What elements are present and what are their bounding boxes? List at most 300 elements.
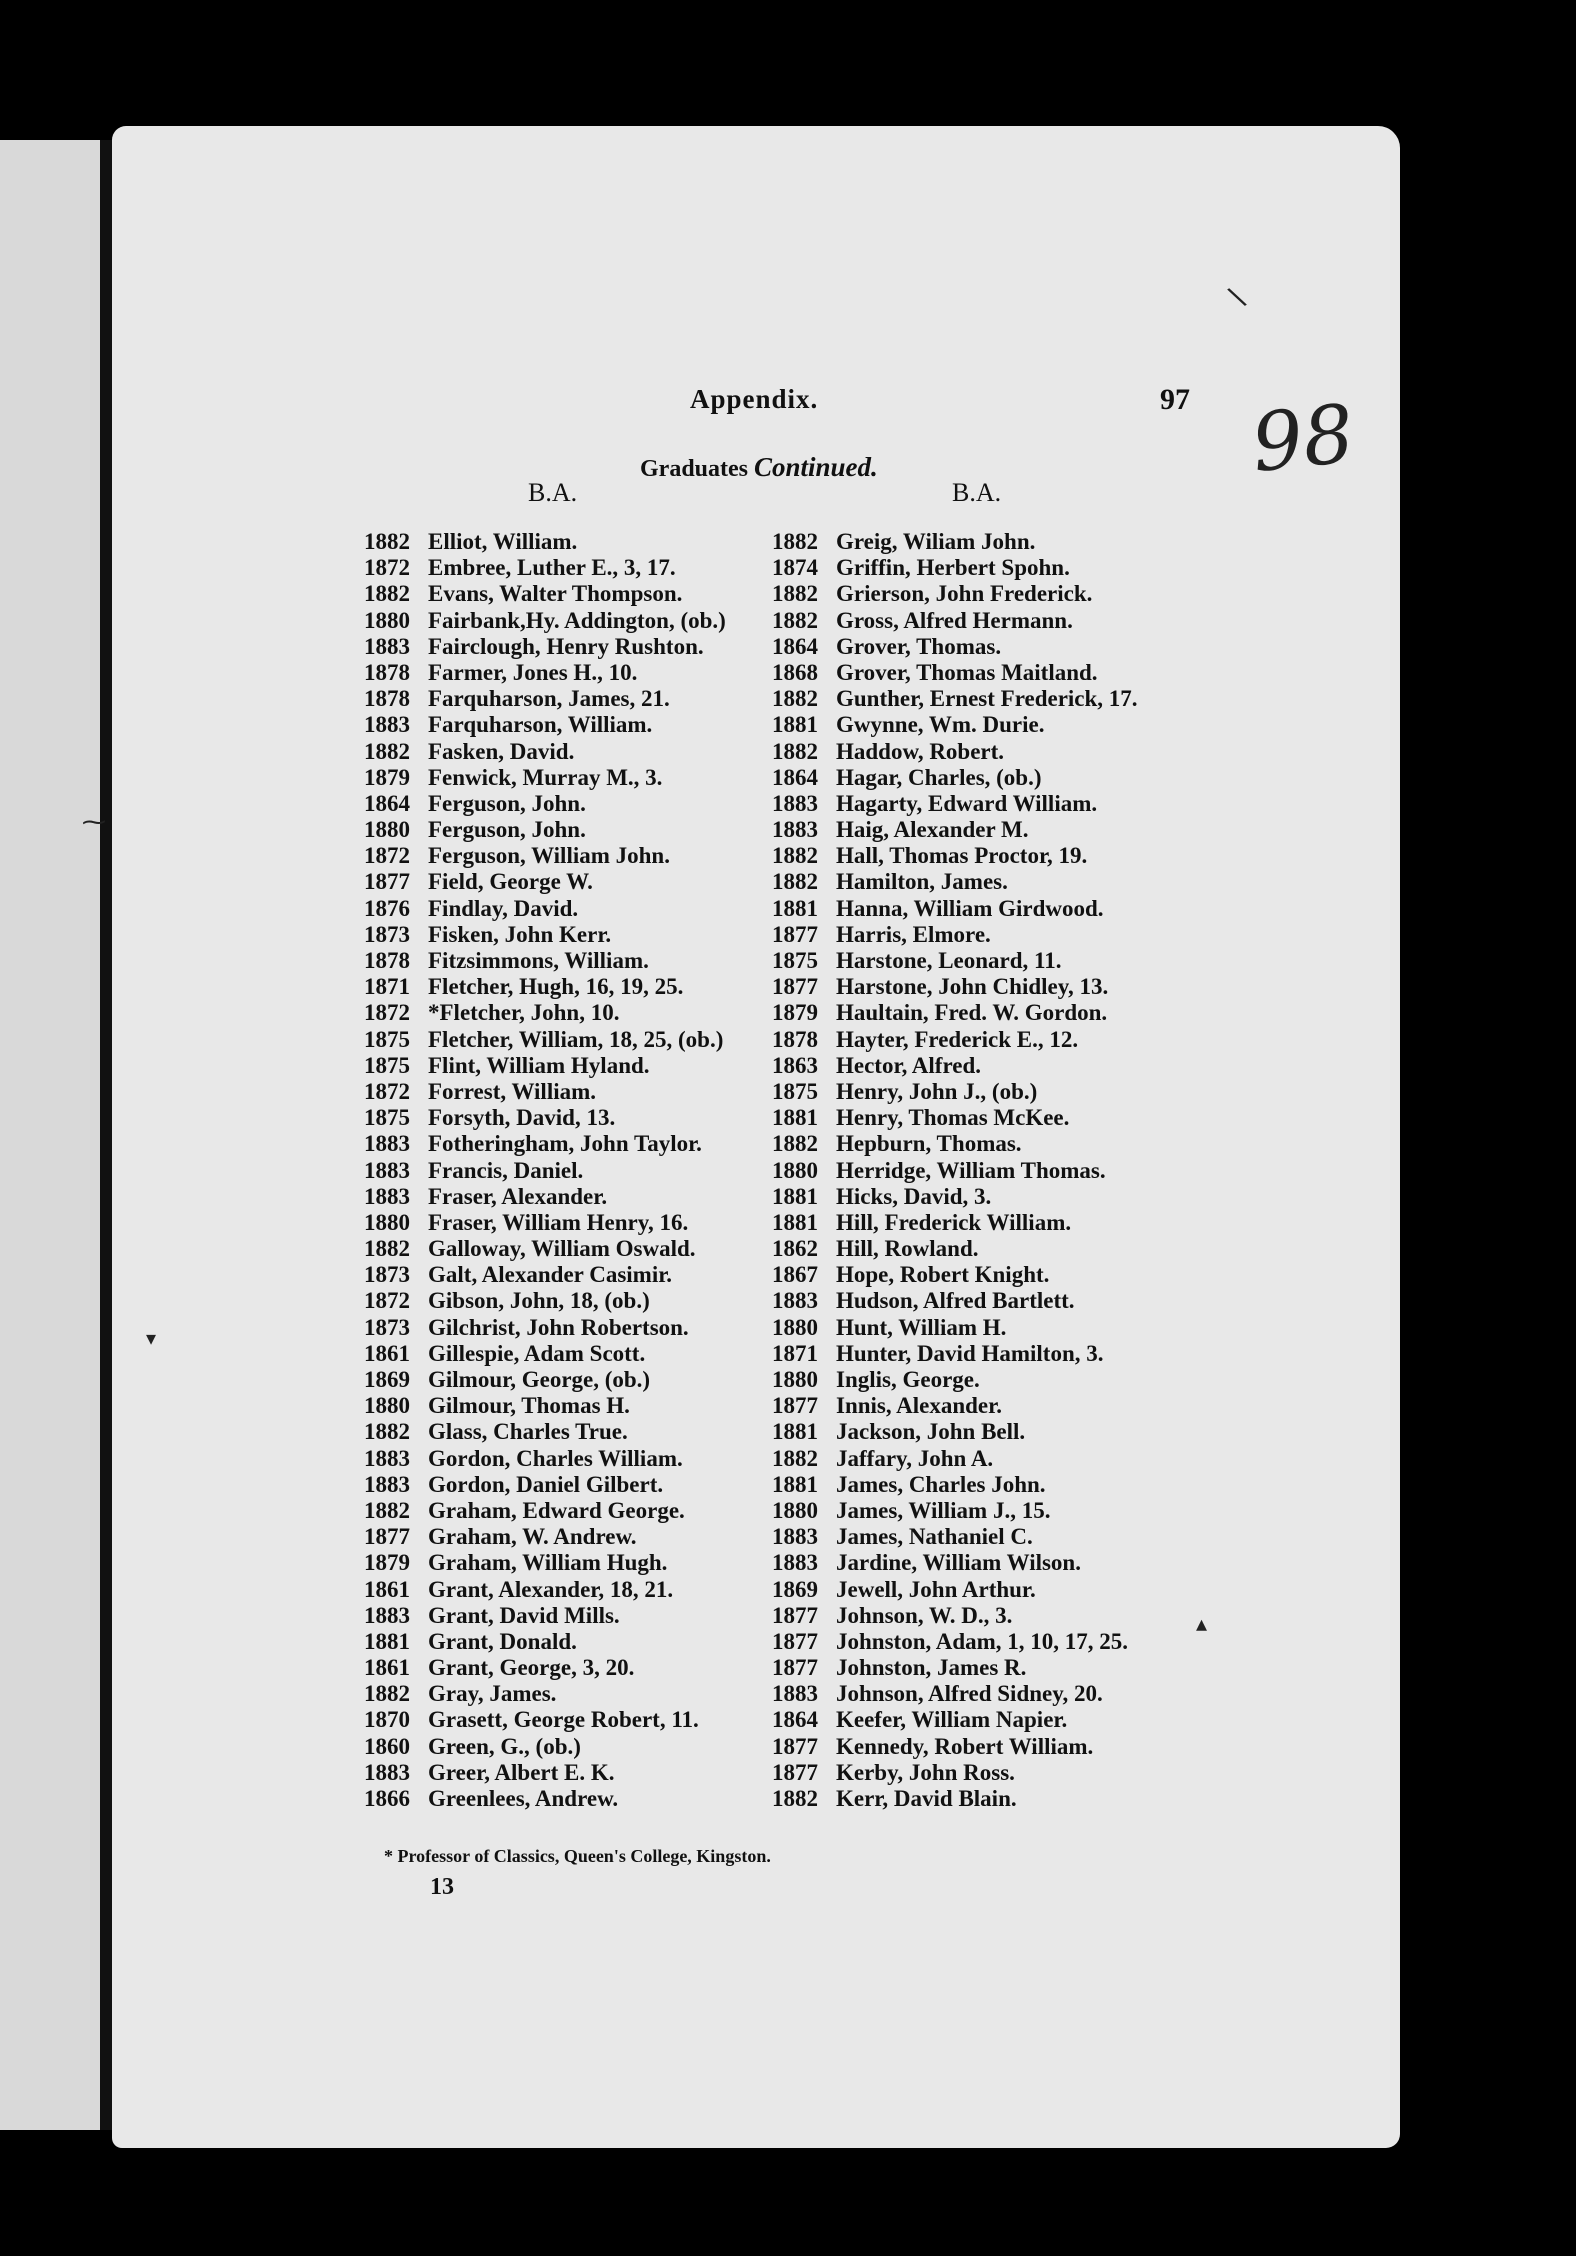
section-title-continued: Continued. [754, 452, 878, 482]
graduate-entry [340, 1000, 770, 1026]
graduation-year: 1883 [364, 1157, 410, 1183]
graduate-entry [748, 1629, 1218, 1655]
graduation-year: 1883 [772, 1681, 818, 1707]
graduate-name: Gillespie, Adam Scott. [428, 1340, 646, 1366]
graduate-name: Hagarty, Edward William. [836, 790, 1098, 816]
section-title-main: Graduates [640, 456, 748, 482]
graduate-entry [748, 1341, 1218, 1367]
graduate-entry [748, 1419, 1218, 1445]
graduation-year: 1875 [364, 1026, 410, 1052]
graduation-year: 1872 [364, 1078, 410, 1104]
graduation-year: 1882 [364, 1681, 410, 1707]
graduate-name: Glass, Charles True. [428, 1419, 628, 1445]
graduate-entry [340, 1027, 770, 1053]
graduate-entry [340, 1472, 770, 1498]
graduation-year: 1880 [772, 1367, 818, 1392]
graduate-entry [748, 660, 1218, 686]
graduate-name: Ferguson, William John. [428, 843, 670, 869]
graduation-year: 1870 [364, 1707, 410, 1733]
graduate-name: Johnson, W. D., 3. [836, 1602, 1013, 1628]
graduate-name: Hicks, David, 3. [836, 1183, 992, 1209]
graduate-name: Fenwick, Murray M., 3. [428, 764, 663, 790]
graduate-name: Graham, W. Andrew. [428, 1524, 637, 1550]
graduate-name: Fasken, David. [428, 738, 575, 764]
graduate-name: Johnston, James R. [836, 1655, 1027, 1681]
graduate-entry [340, 1734, 770, 1760]
graduate-entry [748, 1472, 1218, 1498]
graduate-entry [340, 1315, 770, 1341]
graduate-entry [748, 922, 1218, 948]
graduate-entry [748, 1079, 1218, 1105]
graduate-name: Gross, Alfred Hermann. [836, 607, 1073, 633]
graduate-name: Gordon, Charles William. [428, 1445, 683, 1471]
graduation-year: 1883 [772, 1524, 818, 1550]
graduate-entry [748, 555, 1218, 581]
graduation-year: 1878 [364, 948, 410, 973]
graduate-name: Harstone, John Chidley, 13. [836, 974, 1109, 1000]
graduation-year: 1881 [772, 1209, 818, 1235]
graduate-entry [748, 1131, 1218, 1157]
graduation-year: 1881 [772, 895, 818, 921]
graduation-year: 1877 [772, 974, 818, 1000]
graduate-name: Inglis, George. [836, 1367, 980, 1392]
graduate-entry [748, 1734, 1218, 1760]
graduation-year: 1875 [364, 1052, 410, 1078]
graduate-name: Johnson, Alfred Sidney, 20. [836, 1681, 1103, 1707]
right-column-heading: B.A. [952, 478, 1002, 507]
graduate-name: Evans, Walter Thompson. [428, 581, 683, 607]
left-column-heading: B.A. [528, 478, 578, 507]
graduate-name: Galt, Alexander Casimir. [428, 1262, 673, 1288]
graduate-entry [748, 948, 1218, 974]
graduate-entry [340, 922, 770, 948]
graduate-entry [748, 1027, 1218, 1053]
graduate-entry [748, 712, 1218, 738]
graduate-name: James, Nathaniel C. [836, 1524, 1033, 1550]
graduation-year: 1872 [364, 555, 410, 581]
graduate-entry [748, 1760, 1218, 1786]
graduation-year: 1883 [364, 712, 410, 738]
graduate-name: James, Charles John. [836, 1471, 1046, 1497]
graduate-name: Forrest, William. [428, 1078, 597, 1104]
graduation-year: 1871 [772, 1340, 818, 1366]
book-gutter [100, 140, 112, 2130]
graduate-name: Grover, Thomas. [836, 633, 1002, 659]
graduate-name: Grover, Thomas Maitland. [836, 659, 1098, 685]
graduation-year: 1882 [772, 1131, 818, 1157]
graduation-year: 1883 [364, 1131, 410, 1157]
graduate-name: Fraser, Alexander. [428, 1183, 608, 1209]
graduation-year: 1872 [364, 1288, 410, 1314]
graduate-name: Greig, Wiliam John. [836, 529, 1036, 554]
graduation-year: 1882 [772, 581, 818, 607]
left-graduate-list [340, 529, 770, 1812]
graduation-year: 1877 [772, 1393, 818, 1419]
graduate-entry [748, 765, 1218, 791]
graduate-entry [340, 555, 770, 581]
graduation-year: 1869 [772, 1576, 818, 1602]
graduation-year: 1873 [364, 921, 410, 947]
graduate-name: Field, George W. [428, 869, 593, 895]
graduation-year: 1883 [772, 1288, 818, 1314]
graduate-name: Hunt, William H. [836, 1314, 1007, 1340]
graduate-entry [748, 1498, 1218, 1524]
graduate-name: Fairclough, Henry Rushton. [428, 633, 704, 659]
graduate-name: Grierson, John Frederick. [836, 581, 1093, 607]
graduation-year: 1883 [772, 790, 818, 816]
graduate-name: Jardine, William Wilson. [836, 1550, 1081, 1576]
graduate-name: Greenlees, Andrew. [428, 1786, 619, 1811]
graduate-name: Grant, David Mills. [428, 1602, 620, 1628]
graduate-entry [748, 1000, 1218, 1026]
graduate-entry [748, 1105, 1218, 1131]
graduate-entry [340, 1341, 770, 1367]
graduate-name: Elliot, William. [428, 529, 578, 554]
graduate-name: Gibson, John, 18, (ob.) [428, 1288, 650, 1314]
graduation-year: 1877 [772, 1733, 818, 1759]
graduate-entry [340, 1158, 770, 1184]
graduation-year: 1882 [364, 1497, 410, 1523]
graduate-name: Gilmour, George, (ob.) [428, 1367, 651, 1392]
graduation-year: 1881 [772, 1183, 818, 1209]
graduate-entry [340, 1105, 770, 1131]
graduate-entry [340, 529, 770, 555]
graduation-year: 1880 [772, 1497, 818, 1523]
graduation-year: 1882 [772, 1445, 818, 1471]
graduation-year: 1871 [364, 974, 410, 1000]
footnote: * Professor of Classics, Queen's College, Kingston. [384, 1846, 771, 1866]
graduation-year: 1883 [364, 1759, 410, 1785]
graduate-entry [340, 1184, 770, 1210]
graduation-year: 1878 [364, 686, 410, 712]
graduate-entry [340, 608, 770, 634]
graduate-name: Hanna, William Girdwood. [836, 895, 1104, 921]
graduation-year: 1872 [364, 1000, 410, 1026]
graduation-year: 1880 [364, 817, 410, 843]
graduate-name: Ferguson, John. [428, 790, 586, 816]
graduate-entry [340, 974, 770, 1000]
right-graduate-list [748, 529, 1218, 1812]
graduate-name: Farquharson, William. [428, 712, 653, 738]
graduate-entry [748, 1393, 1218, 1419]
graduate-name: Gordon, Daniel Gilbert. [428, 1471, 664, 1497]
graduate-entry [748, 1367, 1218, 1393]
graduate-name: Graham, Edward George. [428, 1497, 685, 1523]
graduate-entry [748, 843, 1218, 869]
graduation-year: 1864 [364, 790, 410, 816]
graduate-name: Gunther, Ernest Frederick, 17. [836, 686, 1138, 712]
graduation-year: 1879 [364, 1550, 410, 1576]
graduate-name: Gilmour, Thomas H. [428, 1393, 630, 1419]
graduation-year: 1883 [772, 1550, 818, 1576]
graduate-name: Hunter, David Hamilton, 3. [836, 1340, 1104, 1366]
graduation-year: 1883 [772, 817, 818, 843]
graduate-name: Flint, William Hyland. [428, 1052, 650, 1078]
graduation-year: 1883 [364, 1183, 410, 1209]
graduate-name: Ferguson, John. [428, 817, 586, 843]
graduation-year: 1875 [772, 1078, 818, 1104]
graduate-name: Harris, Elmore. [836, 921, 991, 947]
graduation-year: 1882 [772, 607, 818, 633]
graduate-name: James, William J., 15. [836, 1497, 1051, 1523]
graduate-name: Fisken, John Kerr. [428, 921, 612, 947]
graduation-year: 1878 [772, 1026, 818, 1052]
graduation-year: 1877 [364, 869, 410, 895]
graduate-entry [340, 581, 770, 607]
graduation-year: 1883 [364, 1445, 410, 1471]
graduation-year: 1881 [772, 712, 818, 738]
pencil-stroke-mark: \ [1224, 279, 1250, 314]
graduate-name: Gray, James. [428, 1681, 557, 1707]
graduation-year: 1881 [772, 1419, 818, 1445]
graduation-year: 1879 [772, 1000, 818, 1026]
graduate-entry [748, 1210, 1218, 1236]
graduation-year: 1879 [364, 764, 410, 790]
graduation-year: 1861 [364, 1340, 410, 1366]
graduate-name: Fairbank,Hy. Addington, (ob.) [428, 607, 726, 633]
graduation-year: 1882 [772, 529, 818, 554]
graduate-entry [748, 581, 1218, 607]
graduate-entry [748, 1707, 1218, 1733]
graduate-name: Grant, Alexander, 18, 21. [428, 1576, 674, 1602]
graduation-year: 1882 [772, 843, 818, 869]
graduate-entry [748, 1315, 1218, 1341]
graduation-year: 1880 [364, 607, 410, 633]
graduation-year: 1882 [772, 738, 818, 764]
graduate-name: Fitzsimmons, William. [428, 948, 649, 973]
running-head: Appendix. [690, 384, 819, 414]
graduate-entry [748, 1550, 1218, 1576]
graduate-name: Hepburn, Thomas. [836, 1131, 1022, 1157]
graduate-name: Henry, Thomas McKee. [836, 1105, 1070, 1131]
graduate-name: Greer, Albert E. K. [428, 1759, 615, 1785]
graduate-entry [748, 791, 1218, 817]
graduate-name: Hope, Robert Knight. [836, 1262, 1050, 1288]
graduate-name: Haddow, Robert. [836, 738, 1005, 764]
graduate-entry [748, 1184, 1218, 1210]
graduate-entry [340, 1629, 770, 1655]
margin-smudge-mark: ⁓ [82, 808, 106, 836]
graduation-year: 1875 [772, 948, 818, 973]
graduation-year: 1873 [364, 1314, 410, 1340]
graduate-name: Findlay, David. [428, 895, 579, 921]
graduate-entry [340, 765, 770, 791]
graduation-year: 1867 [772, 1262, 818, 1288]
graduate-entry [748, 1524, 1218, 1550]
graduate-entry [340, 1367, 770, 1393]
graduate-name: Gwynne, Wm. Durie. [836, 712, 1045, 738]
graduation-year: 1880 [364, 1209, 410, 1235]
graduate-name: Kennedy, Robert William. [836, 1733, 1094, 1759]
stray-mark: ▴ [1196, 1612, 1208, 1637]
graduation-year: 1877 [772, 1602, 818, 1628]
graduation-year: 1873 [364, 1262, 410, 1288]
graduate-entry [340, 1524, 770, 1550]
graduation-year: 1883 [364, 1471, 410, 1497]
graduate-name: Jackson, John Bell. [836, 1419, 1026, 1445]
graduate-name: Herridge, William Thomas. [836, 1157, 1106, 1183]
graduation-year: 1861 [364, 1576, 410, 1602]
graduate-entry [340, 1210, 770, 1236]
graduate-name: Jaffary, John A. [836, 1445, 994, 1471]
graduate-name: Grasett, George Robert, 11. [428, 1707, 699, 1733]
graduate-entry [340, 1577, 770, 1603]
graduate-entry [340, 948, 770, 974]
graduation-year: 1877 [772, 1655, 818, 1681]
graduate-name: Embree, Luther E., 3, 17. [428, 555, 676, 581]
graduate-name: Fletcher, Hugh, 16, 19, 25. [428, 974, 684, 1000]
graduation-year: 1883 [364, 1602, 410, 1628]
graduate-entry [748, 686, 1218, 712]
graduate-name: Fraser, William Henry, 16. [428, 1209, 689, 1235]
graduation-year: 1874 [772, 555, 818, 581]
graduation-year: 1872 [364, 843, 410, 869]
graduate-entry [340, 1498, 770, 1524]
graduate-entry [340, 843, 770, 869]
graduation-year: 1877 [772, 921, 818, 947]
graduation-year: 1877 [364, 1524, 410, 1550]
graduate-name: Forsyth, David, 13. [428, 1105, 616, 1131]
graduation-year: 1868 [772, 659, 818, 685]
graduate-entry [340, 817, 770, 843]
graduate-entry [340, 791, 770, 817]
graduation-year: 1862 [772, 1236, 818, 1262]
graduation-year: 1861 [364, 1655, 410, 1681]
graduate-name: Fotheringham, John Taylor. [428, 1131, 702, 1157]
graduate-entry [748, 1786, 1218, 1812]
graduate-name: Johnston, Adam, 1, 10, 17, 25. [836, 1628, 1129, 1654]
graduate-entry [748, 1288, 1218, 1314]
margin-arrow-mark: ▾ [146, 1326, 157, 1350]
graduate-name: Kerby, John Ross. [836, 1759, 1015, 1785]
graduation-year: 1880 [364, 1393, 410, 1419]
graduate-name: Keefer, William Napier. [836, 1707, 1068, 1733]
graduate-entry [748, 1446, 1218, 1472]
graduate-entry [748, 1053, 1218, 1079]
graduate-entry [340, 1707, 770, 1733]
graduate-entry [340, 1288, 770, 1314]
graduate-name: Farquharson, James, 21. [428, 686, 670, 712]
graduation-year: 1877 [772, 1759, 818, 1785]
graduate-entry [340, 1446, 770, 1472]
page-number: 97 [1160, 383, 1190, 416]
graduate-name: Innis, Alexander. [836, 1393, 1002, 1419]
graduate-entry [340, 634, 770, 660]
graduate-name: Francis, Daniel. [428, 1157, 584, 1183]
graduation-year: 1877 [772, 1628, 818, 1654]
graduate-name: Haultain, Fred. W. Gordon. [836, 1000, 1108, 1026]
graduate-entry [340, 712, 770, 738]
graduation-year: 1881 [364, 1628, 410, 1654]
graduate-entry [748, 1236, 1218, 1262]
graduate-entry [748, 817, 1218, 843]
graduate-entry [340, 1786, 770, 1812]
graduation-year: 1876 [364, 895, 410, 921]
graduation-year: 1882 [364, 529, 410, 554]
graduate-entry [340, 1236, 770, 1262]
graduation-year: 1882 [772, 869, 818, 895]
graduation-year: 1883 [364, 633, 410, 659]
graduate-entry [340, 686, 770, 712]
graduate-entry [340, 1655, 770, 1681]
graduate-entry [748, 1603, 1218, 1629]
graduate-name: Green, G., (ob.) [428, 1733, 581, 1759]
graduation-year: 1882 [772, 686, 818, 712]
graduate-name: Graham, William Hugh. [428, 1550, 668, 1576]
graduation-year: 1882 [364, 581, 410, 607]
graduate-name: Jewell, John Arthur. [836, 1576, 1036, 1602]
graduate-entry [748, 634, 1218, 660]
graduate-entry [748, 896, 1218, 922]
graduation-year: 1863 [772, 1052, 818, 1078]
graduation-year: 1864 [772, 1707, 818, 1733]
graduate-entry [748, 869, 1218, 895]
graduation-year: 1864 [772, 633, 818, 659]
graduate-name: Henry, John J., (ob.) [836, 1078, 1038, 1104]
graduate-name: Galloway, William Oswald. [428, 1236, 696, 1262]
graduate-name: Farmer, Jones H., 10. [428, 659, 638, 685]
graduate-entry [748, 529, 1218, 555]
graduation-year: 1880 [772, 1157, 818, 1183]
graduate-entry [340, 1262, 770, 1288]
graduation-year: 1878 [364, 659, 410, 685]
graduate-name: Hagar, Charles, (ob.) [836, 764, 1042, 790]
graduation-year: 1864 [772, 764, 818, 790]
facing-page-edge [0, 140, 108, 2130]
graduate-entry [340, 1681, 770, 1707]
graduate-entry [340, 1393, 770, 1419]
graduate-entry [340, 896, 770, 922]
graduate-entry [340, 1131, 770, 1157]
graduate-entry [340, 660, 770, 686]
graduate-name: Fletcher, William, 18, 25, (ob.) [428, 1026, 724, 1052]
graduate-entry [748, 1262, 1218, 1288]
graduation-year: 1882 [364, 1236, 410, 1262]
graduate-name: Hamilton, James. [836, 869, 1008, 895]
graduate-name: Hill, Frederick William. [836, 1209, 1072, 1235]
graduate-entry [340, 1419, 770, 1445]
graduate-entry [748, 974, 1218, 1000]
graduation-year: 1875 [364, 1105, 410, 1131]
graduate-name: Grant, George, 3, 20. [428, 1655, 635, 1681]
graduate-entry [748, 1655, 1218, 1681]
graduate-name: *Fletcher, John, 10. [428, 1000, 620, 1026]
graduation-year: 1882 [772, 1786, 818, 1811]
graduate-entry [748, 1158, 1218, 1184]
graduation-year: 1882 [364, 738, 410, 764]
graduate-entry [340, 1550, 770, 1576]
graduate-entry [340, 1079, 770, 1105]
graduate-entry [748, 1577, 1218, 1603]
graduate-entry [340, 869, 770, 895]
graduation-year: 1869 [364, 1367, 410, 1392]
graduate-name: Harstone, Leonard, 11. [836, 948, 1062, 973]
signature-mark: 13 [430, 1874, 454, 1900]
graduate-name: Kerr, David Blain. [836, 1786, 1017, 1811]
graduate-name: Hall, Thomas Proctor, 19. [836, 843, 1088, 869]
graduation-year: 1881 [772, 1471, 818, 1497]
graduation-year: 1860 [364, 1733, 410, 1759]
graduate-entry [748, 739, 1218, 765]
graduate-name: Gilchrist, John Robertson. [428, 1314, 689, 1340]
graduation-year: 1880 [772, 1314, 818, 1340]
section-title [640, 452, 878, 483]
graduate-name: Hudson, Alfred Bartlett. [836, 1288, 1075, 1314]
graduate-name: Haig, Alexander M. [836, 817, 1029, 843]
graduate-name: Griffin, Herbert Spohn. [836, 555, 1070, 581]
graduate-name: Grant, Donald. [428, 1628, 577, 1654]
graduate-entry [340, 1603, 770, 1629]
